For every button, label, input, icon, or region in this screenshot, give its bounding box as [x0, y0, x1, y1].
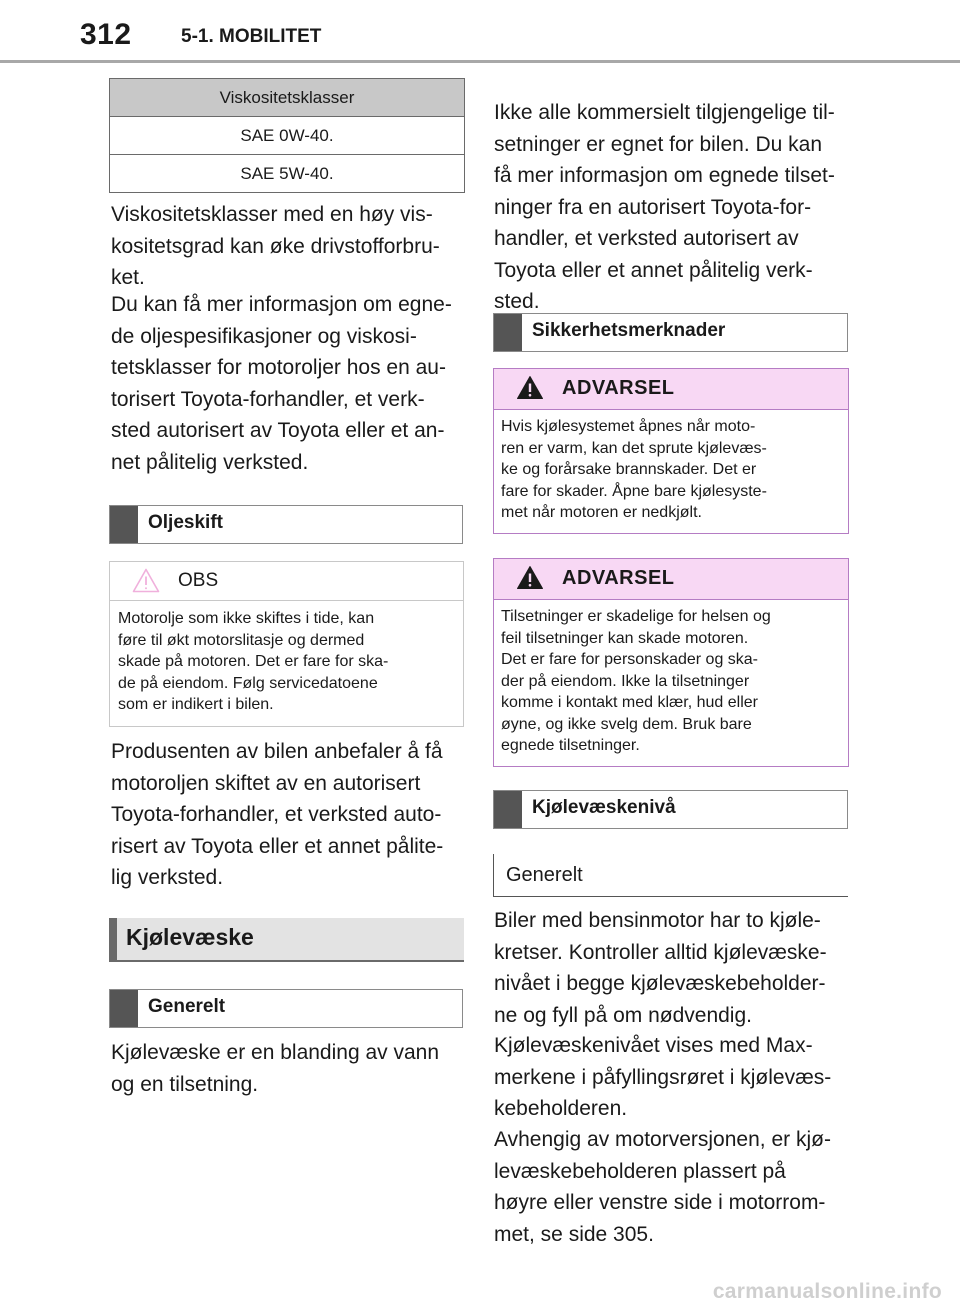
viscosity-table [109, 78, 465, 193]
obs-notice [109, 561, 464, 727]
text-line: Toyota eller et annet pålitelig verk- [494, 258, 813, 282]
text-line: egnede tilsetninger. [501, 737, 640, 754]
warning-box [493, 368, 849, 534]
warning-header [494, 559, 848, 600]
text-line: som er indikert i bilen. [118, 696, 274, 713]
warning-title: ADVARSEL [562, 567, 675, 589]
text-line: met, se side 305. [494, 1222, 654, 1246]
section-heading-label: Sikkerhetsmerknader [532, 320, 726, 341]
text-line: Ikke alle kommersielt tilgjengelige til- [494, 101, 835, 124]
paragraph-oil-info [111, 289, 452, 478]
text-line: feil tilsetninger kan skade motoren. [501, 629, 749, 647]
text-line: ne og fyll på om nødvendig. [494, 1003, 752, 1027]
text-line: ren er varm, kan det sprute kjølevæs- [501, 439, 767, 457]
section-heading-sikkerhet [493, 313, 848, 352]
text-line: og en tilsetning. [111, 1072, 259, 1096]
paragraph-additives [494, 97, 835, 318]
heading-bar [494, 791, 522, 828]
text-line: ke og forårsake brannskader. Det er [501, 461, 757, 478]
text-line: levæskebeholderen plassert på [494, 1159, 786, 1183]
text-line: Kjølevæske er en blanding av vann [111, 1041, 440, 1064]
warning-triangle-icon [516, 565, 544, 590]
text-line: Toyota-forhandler, et verksted auto- [111, 803, 442, 826]
text-line: Tilsetninger er skadelige for helsen og [501, 608, 771, 625]
heading-bar [110, 990, 138, 1027]
text-line: komme i kontakt med klær, hud eller [501, 694, 758, 711]
warning-body [494, 600, 848, 766]
heading-bar [110, 506, 138, 543]
viscosity-table-row: SAE 0W-40. [110, 116, 464, 154]
text-line: kretser. Kontroller alltid kjølevæske- [494, 940, 827, 964]
text-line: torisert Toyota-forhandler, et verk- [111, 387, 425, 411]
text-line: Kjølevæskenivået vises med Max- [494, 1034, 813, 1057]
text-line: tetsklasser for motoroljer hos en au- [111, 356, 446, 379]
heading-bar [109, 918, 117, 960]
text-line: Avhengig av motorversjonen, er kjø- [494, 1128, 831, 1151]
text-line: handler, et verksted autorisert av [494, 227, 799, 250]
chapter-title: 5-1. MOBILITET [181, 26, 322, 47]
major-heading-kjolevaeske [109, 918, 464, 962]
text-line: Produsenten av bilen anbefaler å få [111, 740, 443, 763]
text-line: Biler med bensinmotor har to kjøle- [494, 909, 821, 932]
watermark: carmanualsonline.info [712, 1280, 942, 1303]
obs-notice-title: OBS [178, 570, 219, 591]
warning-box [493, 558, 849, 767]
text-line: ket. [111, 266, 145, 289]
subheading-generelt [493, 854, 848, 897]
warning-body [494, 410, 848, 533]
text-line: fare for skader. Åpne bare kjølesyste- [501, 482, 767, 500]
page-number: 312 [80, 18, 132, 51]
subheading-label: Generelt [506, 864, 583, 886]
text-line: merkene i påfyllingsrøret i kjølevæs- [494, 1065, 832, 1089]
major-heading-label: Kjølevæske [126, 924, 254, 950]
text-line: kositetsgrad kan øke drivstofforbru- [111, 234, 440, 258]
text-line: Motorolje som ikke skiftes i tide, kan [118, 610, 375, 627]
section-heading-label: Oljeskift [148, 512, 223, 533]
text-line: Du kan få mer informasjon om egne- [111, 293, 452, 316]
text-line: Hvis kjølesystemet åpnes når moto- [501, 418, 756, 435]
text-line: kebeholderen. [494, 1097, 628, 1120]
header-rule [0, 60, 960, 63]
paragraph-oil-change [111, 736, 443, 894]
section-heading-generelt [109, 989, 463, 1028]
viscosity-table-row: SAE 5W-40. [110, 154, 464, 192]
text-line: de på eiendom. Følg servicedatoene [118, 674, 378, 692]
text-line: net pålitelig verksted. [111, 450, 309, 474]
text-line: Viskositetsklasser med en høy vis- [111, 203, 433, 226]
warning-triangle-icon [516, 375, 544, 400]
heading-bar [494, 314, 522, 351]
text-line: skade på motoren. Det er fare for ska- [118, 653, 389, 670]
text-line: sted autorisert av Toyota eller et an- [111, 419, 445, 442]
obs-notice-body [110, 601, 463, 726]
viscosity-table-header: Viskositetsklasser [110, 79, 464, 116]
text-line: øyne, og ikke svelg dem. Bruk bare [501, 715, 752, 733]
text-line: Det er fare for personskader og ska- [501, 651, 759, 668]
warning-header [494, 369, 848, 410]
paragraph-coolant-definition [111, 1037, 439, 1100]
warning-title: ADVARSEL [562, 377, 675, 399]
text-line: sted. [494, 290, 540, 313]
caution-outline-triangle-icon [132, 568, 160, 593]
text-line: risert av Toyota eller et annet pålite- [111, 834, 444, 858]
paragraph-coolant-circuits [494, 905, 827, 1031]
paragraph-reservoir-location [494, 1124, 831, 1250]
section-heading-label: Generelt [148, 996, 226, 1017]
text-line: der på eiendom. Ikke la tilsetninger [501, 672, 750, 690]
text-line: de oljespesifikasjoner og viskosi- [111, 324, 417, 348]
text-line: lig verksted. [111, 866, 224, 889]
text-line: høyre eller venstre side i motorrom- [494, 1191, 826, 1214]
text-line: met når motoren er nedkjølt. [501, 504, 702, 521]
paragraph-coolant-level [494, 1030, 831, 1125]
text-line: setninger er egnet for bilen. Du kan [494, 132, 823, 156]
section-heading-oljeskift [109, 505, 463, 544]
paragraph-viscosity-note [111, 199, 440, 294]
text-line: føre til økt motorslitasje og dermed [118, 631, 365, 649]
text-line: få mer informasjon om egnede tilset- [494, 164, 835, 187]
obs-notice-header [110, 562, 463, 601]
text-line: nivået i begge kjølevæskebeholder- [494, 972, 826, 995]
text-line: ninger fra en autorisert Toyota-for- [494, 195, 812, 219]
section-heading-label: Kjølevæskenivå [532, 797, 676, 818]
text-line: motoroljen skiftet av en autorisert [111, 771, 421, 795]
section-heading-kjolevaeskeniva [493, 790, 848, 829]
